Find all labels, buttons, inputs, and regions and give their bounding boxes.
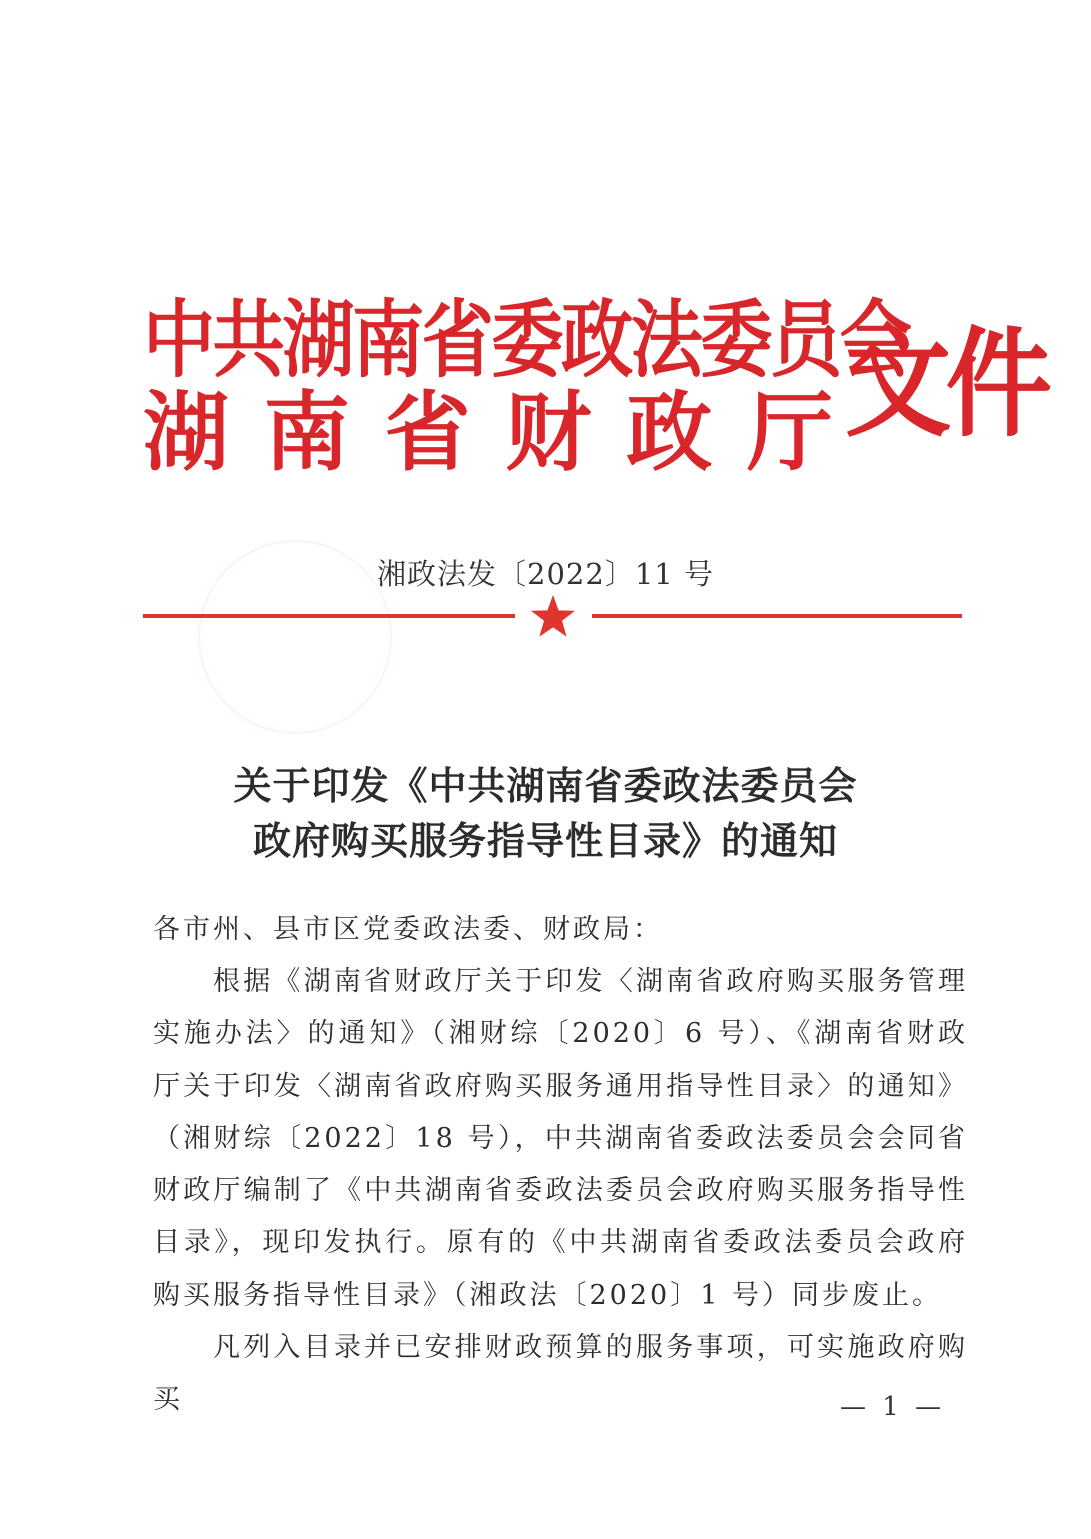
org-line-2-char: 省 (384, 383, 471, 483)
org-line-2-char: 财 (505, 383, 592, 483)
notice-title-line-2: 政府购买服务指导性目录》的通知 (252, 819, 838, 863)
page-number: — 1 — (840, 1392, 946, 1422)
document-number: 湘政法发〔2022〕11 号 (377, 557, 714, 591)
org-line-2-char: 南 (263, 383, 350, 483)
issuing-org-line-2 (143, 383, 833, 483)
salutation: 各市州、县市区党委政法委、财政局： (153, 914, 663, 945)
org-line-2-char: 政 (626, 383, 713, 483)
red-star-icon (530, 594, 576, 638)
body-paragraph: 根据《湖南省财政厅关于印发〈湖南省政府购买服务管理实施办法〉的通知》（湘财综〔2020〕6 号）、《湖南省财政厅关于印发〈湖南省政府购买服务通用指导性目录〉的通知》（湘财综〔2022〕18 号），中共湖南省委政法委员会会同省财政厅编制了《中共湖南省委政法委员会政府购买服务指导性目录》，现印发执行。原有的《中共湖南省委政法委员会政府购买服务指导性目录》（湘政法〔2020〕1 号）同步废止。 (153, 966, 968, 1311)
org-line-2-char: 湖 (143, 383, 229, 483)
red-rule-left (143, 614, 515, 618)
body-paragraph: 凡列入目录并已安排财政预算的服务事项，可实施政府购买 (153, 1332, 968, 1416)
org-line-2-char: 厅 (746, 383, 833, 483)
notice-title-line-1: 关于印发《中共湖南省委政法委员会 (233, 764, 858, 808)
body-paragraphs (153, 956, 968, 1427)
document-type-suffix: 文件 (845, 315, 1047, 453)
issuing-org-line-1: 中共湖南省委政法委员会 (143, 291, 910, 389)
red-rule-right (592, 614, 962, 618)
